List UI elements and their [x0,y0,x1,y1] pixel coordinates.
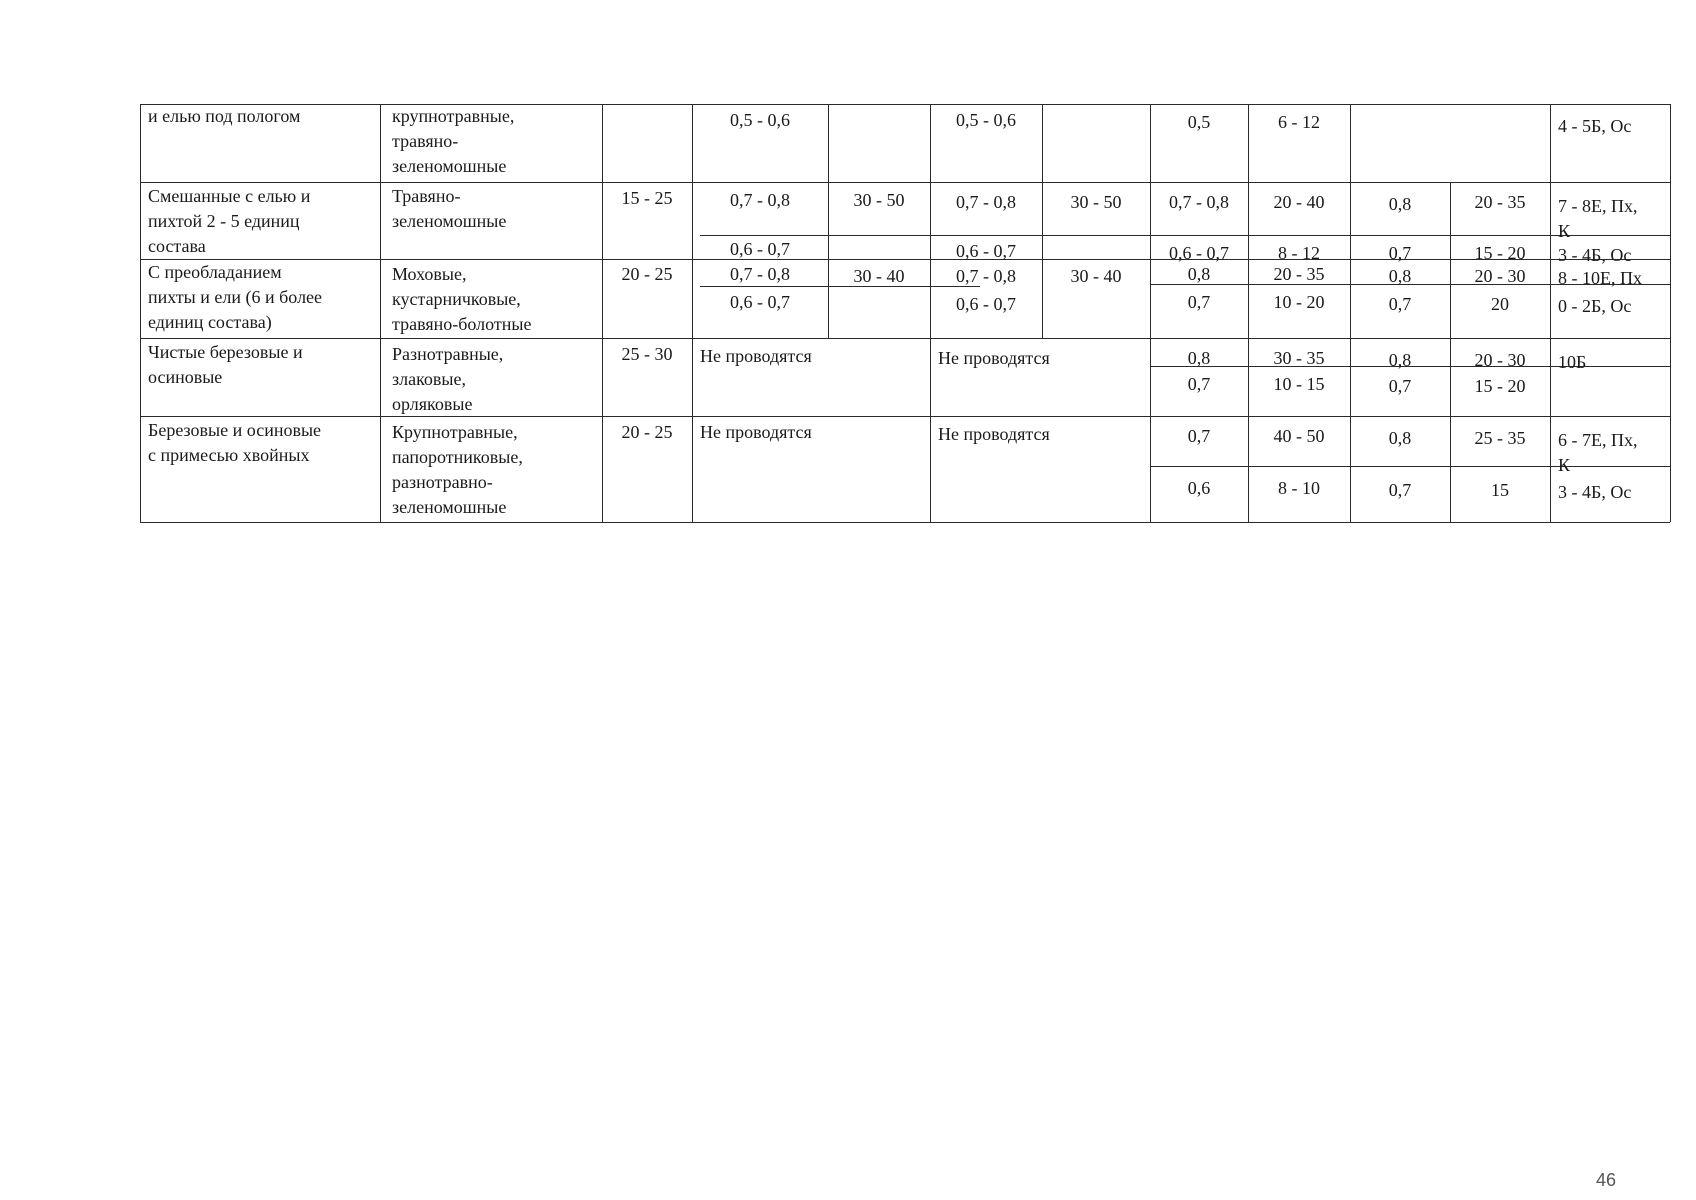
cell-value: 7 - 8Е, Пх, К [1558,196,1638,241]
cell-value: 30 - 50 [1070,192,1122,212]
cell-value: 3 - 4Б, Ос [1558,245,1632,265]
cell-value: 0,8 [1187,348,1211,368]
cell-value: Не проводятся [700,422,812,442]
cell-value: 0,7 - 0,8 [956,266,1016,286]
cell-value: 0,7 [1187,426,1211,446]
cell-value: 0,5 [1187,112,1211,132]
cell-group: Березовые и осиновые с примесью хвойных [148,420,322,465]
cell-value: 30 - 40 [1070,266,1122,286]
cell-value: 15 - 20 [1474,376,1526,396]
cell-value: 40 - 50 [1273,426,1325,446]
cell-type: Крупнотравные, папоротниковые, разнотравно- зеленомошные [392,422,523,517]
cell-value: 0,5 - 0,6 [730,110,790,130]
cell-value: 25 - 35 [1474,428,1526,448]
cell-value: 0,7 - 0,8 [730,190,790,210]
cell-value: 0,6 - 0,7 [956,294,1016,314]
cell-value: 0,8 [1388,428,1412,448]
cell-type: Травяно- зеленомошные [392,186,507,231]
cell-value: 10 - 15 [1273,374,1325,394]
cell-value: 0,6 - 0,7 [730,292,790,312]
cell-value: 8 - 10Е, Пх [1558,268,1642,288]
cell-type: крупнотравные, травяно- зеленомошные [392,106,515,176]
cell-group: и елью под пологом [148,106,301,126]
cell-type: Моховые, кустарничковые, травяно-болотные [392,264,532,334]
cell-value: 0,5 - 0,6 [956,110,1016,130]
cell-value: 3 - 4Б, Ос [1558,482,1632,502]
cell-value: 20 - 40 [1273,192,1325,212]
cell-group: Смешанные с елью и пихтой 2 - 5 единиц состава [148,186,311,256]
cell-value: 0,7 - 0,8 [730,264,790,284]
cell-group: С преобладанием пихты и ели (6 и более единиц состава) [148,262,323,332]
cell-value: 0,7 - 0,8 [1169,192,1229,212]
forestry-table [140,104,1670,524]
cell-value: 0,8 [1388,266,1412,286]
cell-value: 20 - 30 [1474,350,1526,370]
cell-value: 6 - 7Е, Пх, К [1558,430,1638,475]
cell-age: 20 - 25 [621,264,673,284]
cell-value: 0,7 [1388,294,1412,314]
cell-value: 0,7 [1388,480,1412,500]
cell-value: 0,6 [1187,478,1211,498]
cell-value: 15 - 20 [1474,243,1526,263]
cell-value: Не проводятся [700,346,812,366]
cell-value: 0,8 [1187,264,1211,284]
cell-age: 20 - 25 [621,422,673,442]
cell-value: 4 - 5Б, Ос [1558,116,1632,136]
cell-value: 20 - 30 [1474,266,1526,286]
cell-value: 20 - 35 [1474,192,1526,212]
cell-value: 0,7 [1388,243,1412,263]
cell-value: 0,8 [1388,194,1412,214]
page-number: 46 [1596,1170,1617,1190]
cell-type: Разнотравные, злаковые, орляковые [392,344,504,414]
cell-value: 0 - 2Б, Ос [1558,296,1632,316]
cell-value: 20 [1491,294,1509,314]
cell-value: 0,7 [1187,374,1211,394]
cell-value: 30 - 40 [853,266,905,286]
cell-value: 30 - 50 [853,190,905,210]
cell-value: 10Б [1558,352,1587,372]
cell-value: 0,7 - 0,8 [956,192,1016,212]
cell-value: Не проводятся [938,424,1050,444]
cell-age: 15 - 25 [621,188,673,208]
cell-value: 0,6 - 0,7 [1169,243,1229,263]
cell-value: 0,6 - 0,7 [730,239,790,259]
cell-value: 8 - 10 [1278,478,1320,498]
cell-value: 0,7 [1388,376,1412,396]
cell-value: 8 - 12 [1278,243,1320,263]
cell-value: 30 - 35 [1273,348,1325,368]
cell-value: 10 - 20 [1273,292,1325,312]
cell-group: Чистые березовые и осиновые [148,342,303,387]
cell-age: 25 - 30 [621,344,673,364]
cell-value: 20 - 35 [1273,264,1325,284]
cell-value: 0,7 [1187,292,1211,312]
cell-value: 6 - 12 [1278,112,1320,132]
cell-value: 0,8 [1388,350,1412,370]
cell-value: Не проводятся [938,348,1050,368]
cell-value: 15 [1491,480,1509,500]
cell-value: 0,6 - 0,7 [956,241,1016,261]
